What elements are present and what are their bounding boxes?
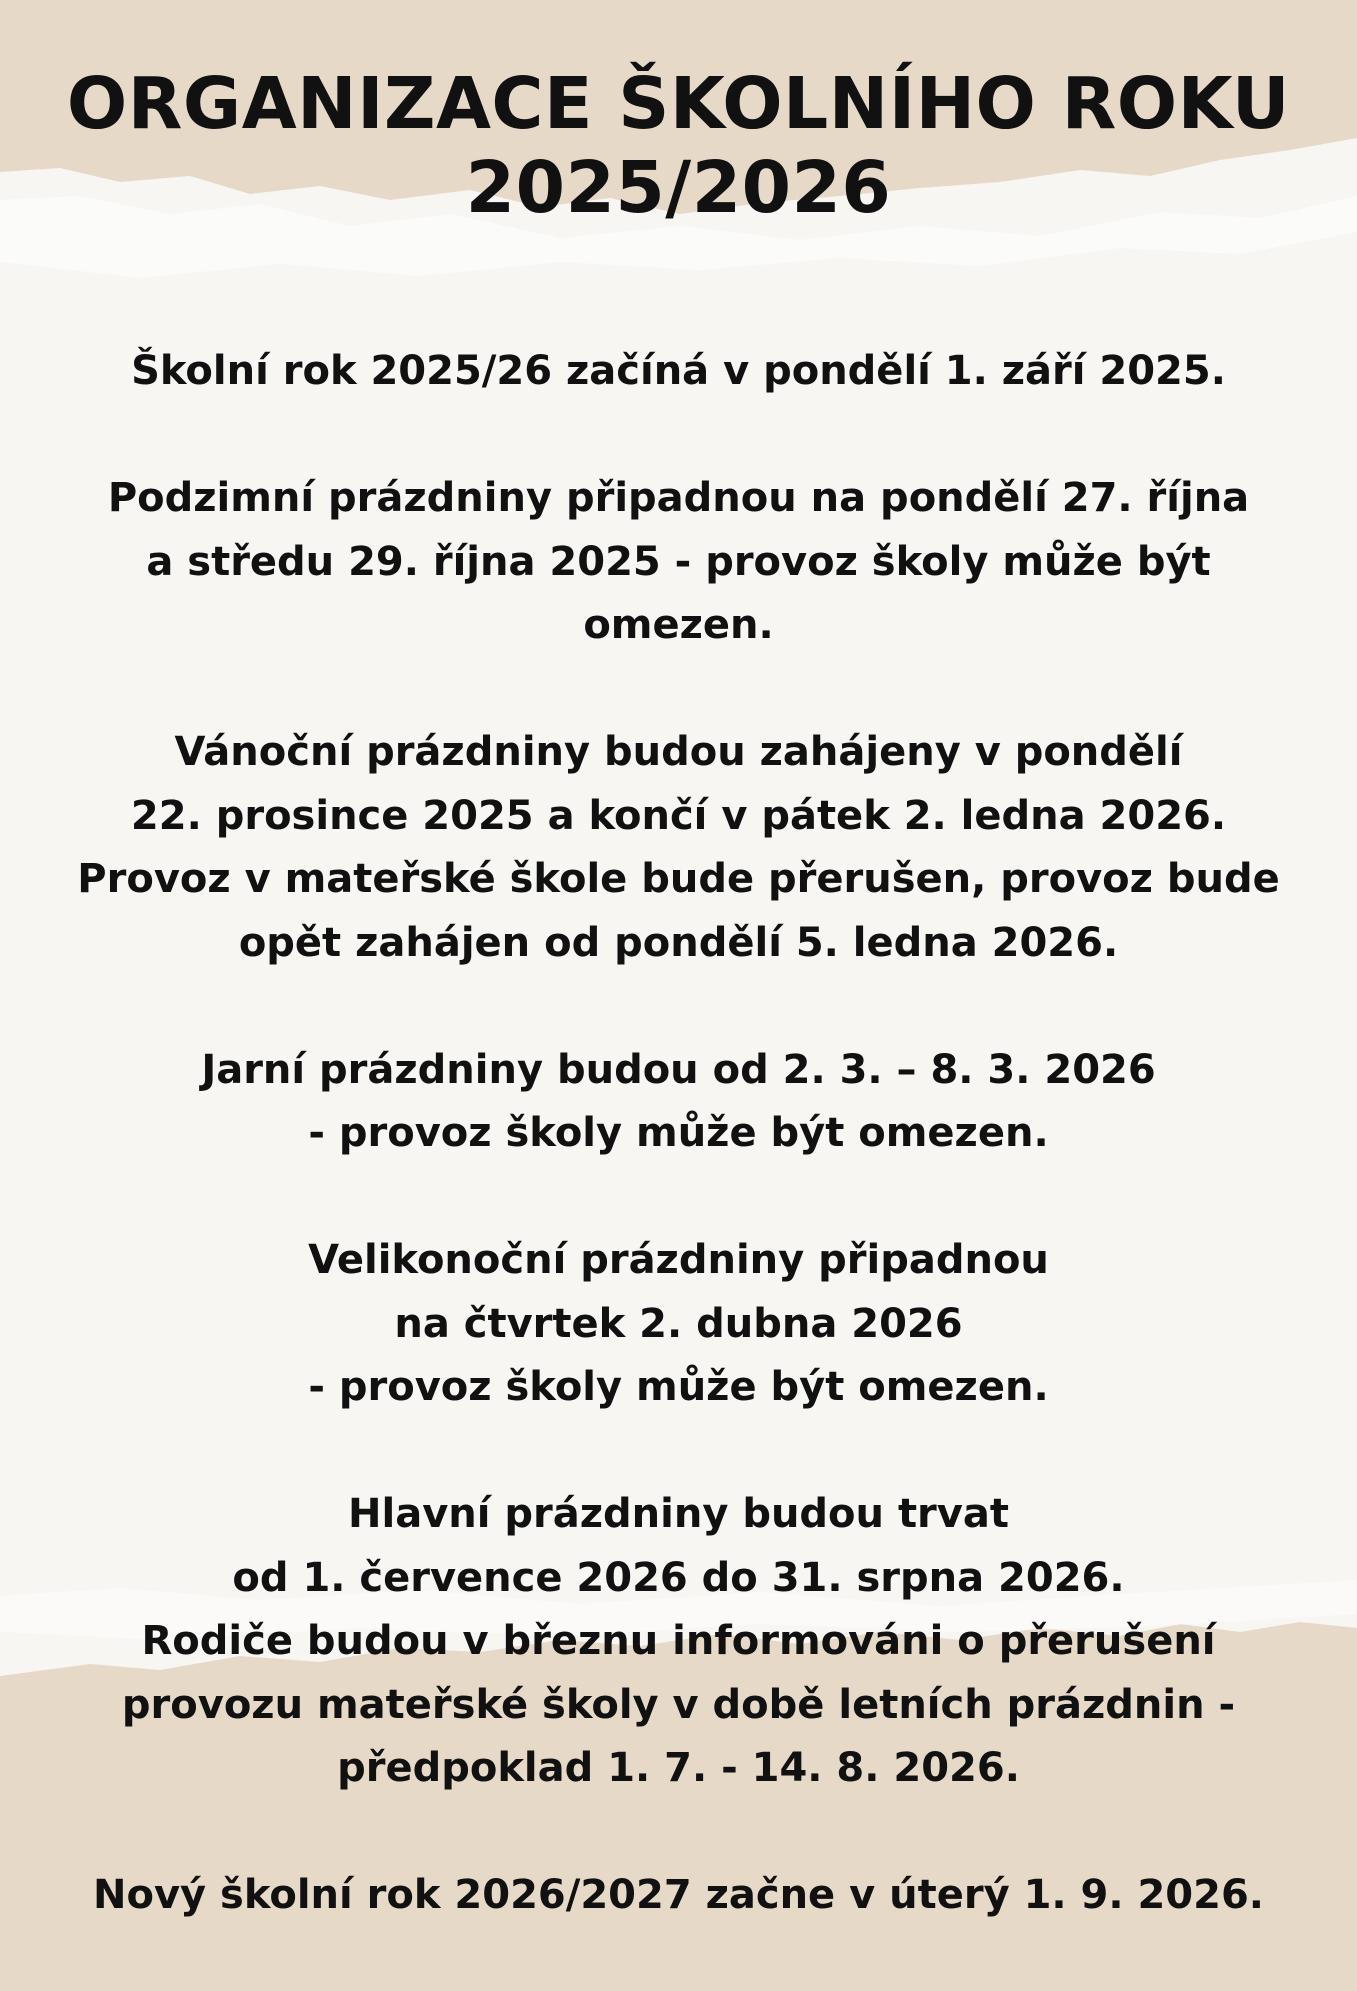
- title-line-1: ORGANIZACE ŠKOLNÍHO ROKU: [66, 62, 1291, 145]
- text-line: a středu 29. října 2025 - provoz školy může být: [146, 538, 1211, 585]
- christmas-holiday-paragraph: [30, 721, 1327, 975]
- text-line: Vánoční prázdniny budou zahájeny v pondělí: [174, 729, 1183, 775]
- text-line: Rodiče budou v březnu informováni o přerušení: [141, 1618, 1216, 1664]
- poster-title: [0, 62, 1357, 230]
- text-line: omezen.: [583, 602, 774, 648]
- text-line: na čtvrtek 2. dubna 2026: [394, 1300, 963, 1347]
- text-line: Nový školní rok 2026/2027 začne v úterý 1. 9. 2026.: [93, 1872, 1264, 1918]
- text-line: předpoklad 1. 7. - 14. 8. 2026.: [337, 1745, 1020, 1791]
- text-line: Jarní prázdniny budou od 2. 3. – 8. 3. 2026: [201, 1046, 1156, 1093]
- easter-holiday-paragraph: [30, 1229, 1327, 1420]
- text-line: 22. prosince 2025 a končí v pátek 2. ledna 2026.: [130, 792, 1227, 839]
- text-line: od 1. července 2026 do 31. srpna 2026.: [232, 1554, 1125, 1601]
- spring-holiday-paragraph: [30, 1039, 1327, 1166]
- text-line: Hlavní prázdniny budou trvat: [348, 1491, 1009, 1537]
- school-year-start-paragraph: [30, 340, 1327, 404]
- text-line: Provoz v mateřské škole bude přerušen, provoz bude: [77, 856, 1280, 902]
- text-line: Velikonoční prázdniny připadnou: [308, 1237, 1049, 1283]
- text-line: Podzimní prázdniny připadnou na pondělí 27. října: [107, 475, 1250, 521]
- text-line: provozu mateřské školy v době letních prázdnin -: [121, 1681, 1236, 1728]
- autumn-holiday-paragraph: [30, 467, 1327, 658]
- schedule-content: [30, 340, 1327, 1991]
- text-line: opět zahájen od pondělí 5. ledna 2026.: [238, 919, 1119, 966]
- new-school-year-paragraph: [30, 1864, 1327, 1928]
- text-line: - provoz školy může být omezen.: [308, 1110, 1049, 1156]
- text-line: Školní rok 2025/26 začíná v pondělí 1. září 2025.: [131, 348, 1226, 394]
- title-line-2: 2025/2026: [465, 146, 892, 229]
- summer-holiday-paragraph: [30, 1483, 1327, 1801]
- text-line: - provoz školy může být omezen.: [308, 1364, 1049, 1410]
